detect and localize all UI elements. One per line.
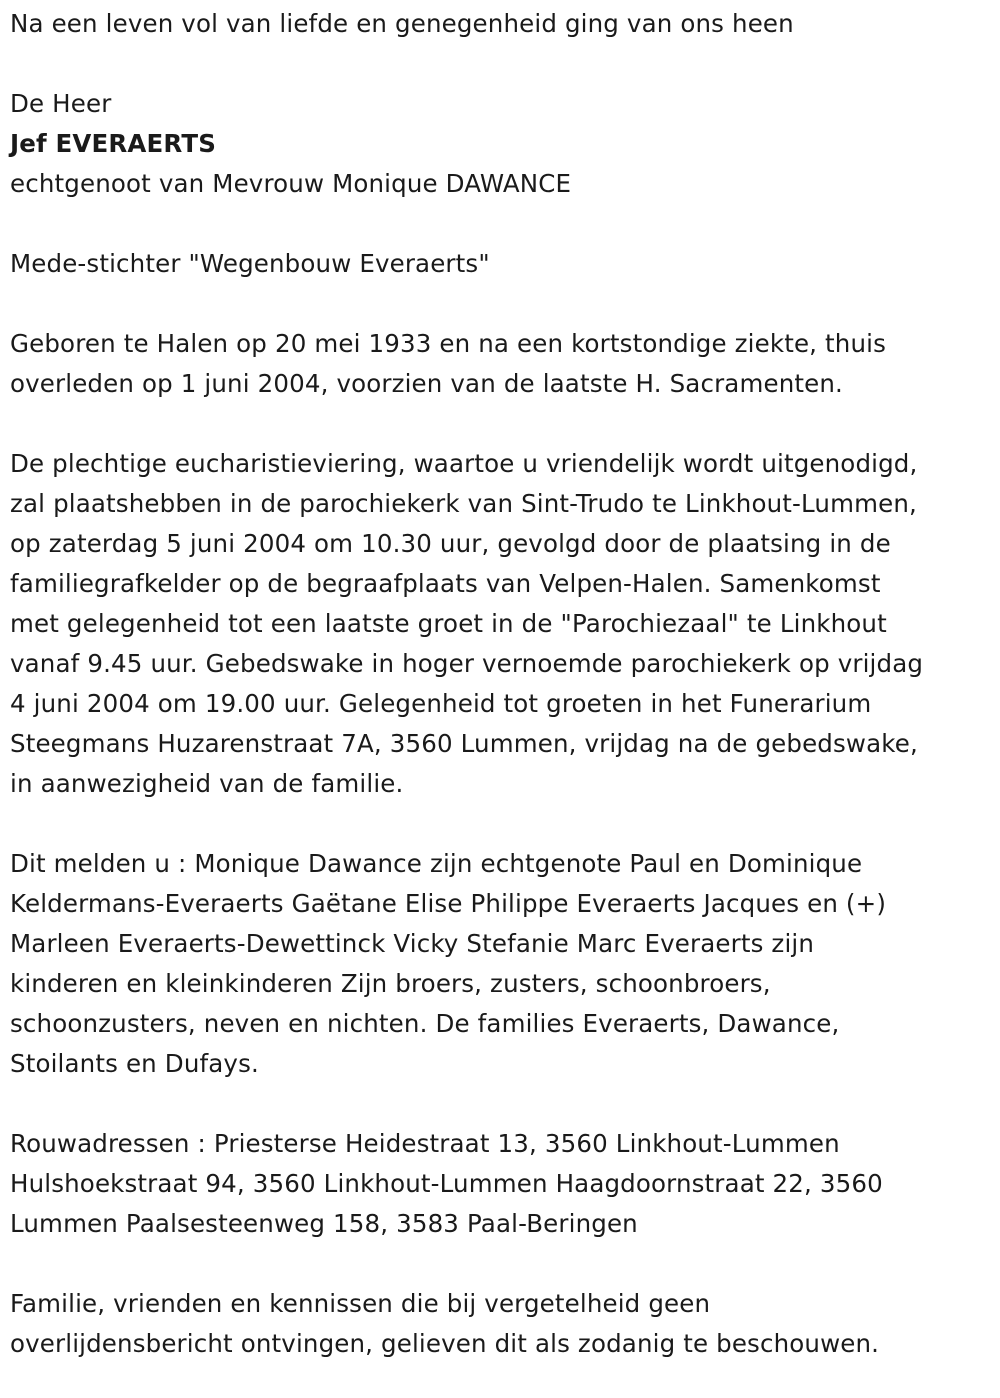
spacer	[10, 804, 995, 844]
paragraph-line: 4 juni 2004 om 19.00 uur. Gelegenheid tot groeten in het Funerarium	[10, 689, 872, 718]
spacer	[10, 204, 995, 244]
spouse-text: echtgenoot van Mevrouw Monique DAWANCE	[10, 169, 572, 198]
family-paragraph	[10, 844, 995, 1084]
paragraph-line: overleden op 1 juni 2004, voorzien van de laatste H. Sacramenten.	[10, 369, 843, 398]
paragraph-line: Dit melden u : Monique Dawance zijn echtgenote Paul en Dominique	[10, 849, 863, 878]
paragraph-line: overlijdensbericht ontvingen, gelieven dit als zodanig te beschouwen.	[10, 1329, 880, 1358]
paragraph-line: Keldermans-Everaerts Gaëtane Elise Philippe Everaerts Jacques en (+)	[10, 889, 887, 918]
closing-paragraph	[10, 1284, 995, 1364]
honorific: De Heer	[10, 89, 112, 118]
spacer	[10, 404, 995, 444]
paragraph-line: Rouwadressen : Priesterse Heidestraat 13, 3560 Linkhout-Lummen	[10, 1129, 840, 1158]
paragraph-line: familiegrafkelder op de begraafplaats van Velpen-Halen. Samenkomst	[10, 569, 881, 598]
spacer	[10, 44, 995, 84]
paragraph-line: met gelegenheid tot een laatste groet in de "Parochiezaal" te Linkhout	[10, 609, 887, 638]
spacer	[10, 1244, 995, 1284]
birth-death-paragraph	[10, 324, 995, 404]
paragraph-line: in aanwezigheid van de familie.	[10, 769, 404, 798]
paragraph-line: Steegmans Huzarenstraat 7A, 3560 Lummen, vrijdag na de gebedswake,	[10, 729, 918, 758]
paragraph-line: Geboren te Halen op 20 mei 1933 en na een kortstondige ziekte, thuis	[10, 329, 887, 358]
paragraph-line: Hulshoekstraat 94, 3560 Linkhout-Lummen Haagdoornstraat 22, 3560	[10, 1169, 883, 1198]
spacer	[10, 284, 995, 324]
paragraph-line: Lummen Paalsesteenweg 158, 3583 Paal-Beringen	[10, 1209, 638, 1238]
paragraph-line: kinderen en kleinkinderen Zijn broers, zusters, schoonbroers,	[10, 969, 771, 998]
paragraph-line: Stoilants en Dufays.	[10, 1049, 259, 1078]
deceased-name: Jef EVERAERTS	[10, 129, 216, 158]
obituary-document	[10, 4, 995, 1364]
paragraph-line: schoonzusters, neven en nichten. De families Everaerts, Dawance,	[10, 1009, 840, 1038]
paragraph-line: De plechtige eucharistieviering, waartoe u vriendelijk wordt uitgenodigd,	[10, 449, 918, 478]
ceremony-paragraph	[10, 444, 995, 804]
intro-text: Na een leven vol van liefde en genegenheid ging van ons heen	[10, 9, 794, 38]
paragraph-line: op zaterdag 5 juni 2004 om 10.30 uur, gevolgd door de plaatsing in de	[10, 529, 891, 558]
paragraph-line: Familie, vrienden en kennissen die bij vergetelheid geen	[10, 1289, 711, 1318]
addresses-paragraph	[10, 1124, 995, 1244]
spacer	[10, 1084, 995, 1124]
paragraph-line: vanaf 9.45 uur. Gebedswake in hoger vernoemde parochiekerk op vrijdag	[10, 649, 924, 678]
paragraph-line: Marleen Everaerts-Dewettinck Vicky Stefanie Marc Everaerts zijn	[10, 929, 815, 958]
paragraph-line: zal plaatshebben in de parochiekerk van Sint-Trudo te Linkhout-Lummen,	[10, 489, 917, 518]
role-text: Mede-stichter "Wegenbouw Everaerts"	[10, 249, 490, 278]
